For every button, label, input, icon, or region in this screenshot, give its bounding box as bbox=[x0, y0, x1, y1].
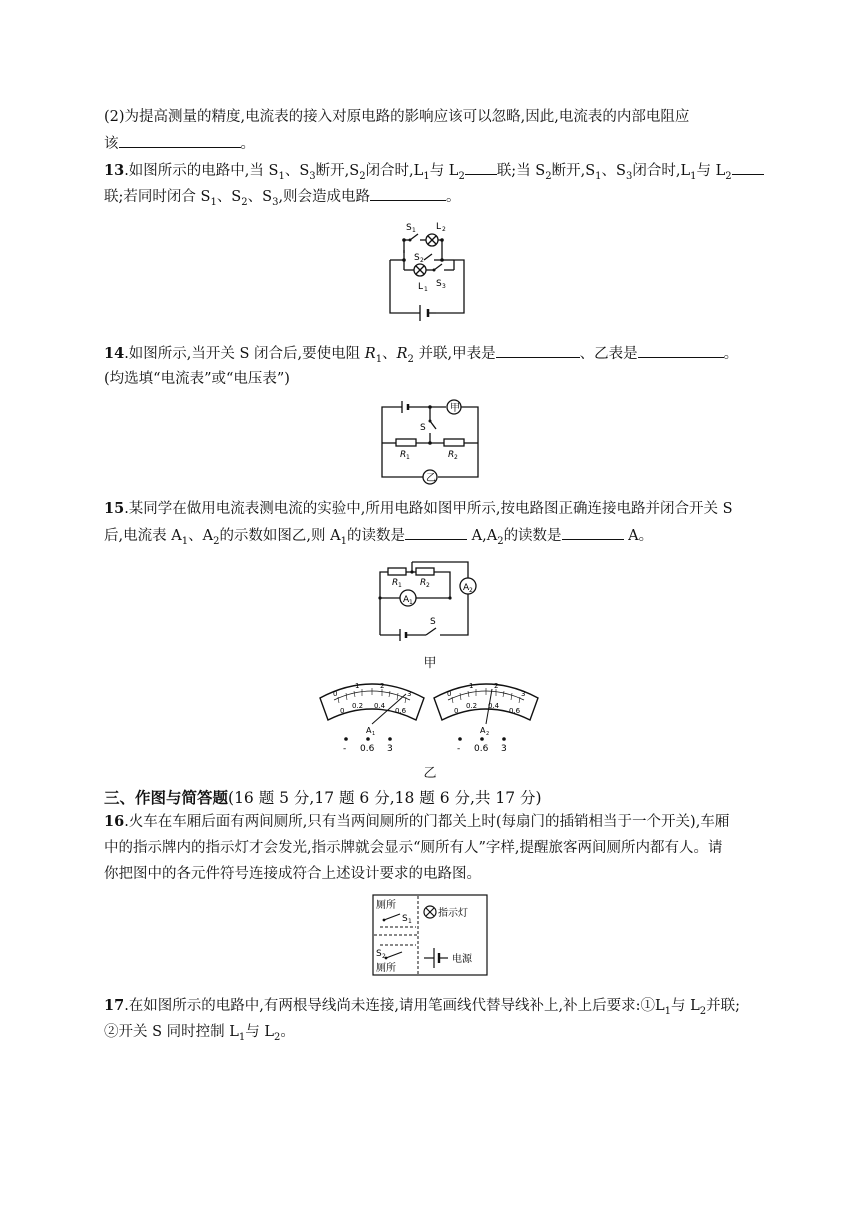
q17-line2: ②开关 S 同时控制 $L_1$与 $L_2$。 bbox=[104, 1024, 295, 1043]
meter-name-a2: A bbox=[480, 726, 486, 735]
label-l1: L bbox=[418, 282, 424, 292]
meter-yi-label: 乙 bbox=[426, 473, 436, 484]
scale-top-0: 0 bbox=[333, 690, 338, 698]
terminal-0-6: 0.6 bbox=[474, 744, 489, 754]
sub-2: 2 bbox=[442, 226, 446, 233]
scale-bottom-2: 0.4 bbox=[374, 702, 386, 710]
label-r2: R bbox=[420, 578, 427, 588]
scale-top-1: 1 bbox=[469, 682, 474, 690]
scale-top-0: 0 bbox=[447, 690, 452, 698]
scale-top-3: 3 bbox=[521, 690, 526, 698]
ammeter-a2-symbol: A bbox=[463, 583, 470, 593]
caption-yi: 乙 bbox=[423, 766, 437, 781]
q13-line1: 13.如图所示的电路中,当 $S_1$、$S_3$断开$,S_2$闭合时$,L_1$与 $L_2$ 联;当 $S_2$断开$,S_1$、$S_3$闭合时$,L_1$与 $L_2$ bbox=[104, 160, 764, 187]
q16-line1: 16.火车在车厢后面有两间厕所,只有当两间厕所的门都关上时(每扇门的插销相当于一个开关),车厢 bbox=[104, 813, 730, 830]
indicator-lamp-label: 指示灯 bbox=[438, 908, 468, 919]
sub-r2: 2 bbox=[454, 454, 458, 461]
sub-a1: 1 bbox=[409, 599, 413, 606]
scale-top-1: 1 bbox=[355, 682, 360, 690]
scale-bottom-1: 0.2 bbox=[352, 702, 364, 710]
sub-r1: 1 bbox=[406, 454, 410, 461]
q15-ammeter-dials bbox=[316, 676, 544, 758]
sub-r2: 2 bbox=[426, 582, 430, 589]
sub-2: 2 bbox=[382, 953, 386, 960]
q15-line1: 15.某同学在做用电流表测电流的实验中,所用电路如图甲所示,按电路图正确连接电路并闭合开关 S bbox=[104, 500, 733, 517]
ammeter-a1-dial bbox=[320, 682, 424, 754]
sub-r1: 1 bbox=[398, 582, 402, 589]
q13-circuit-diagram bbox=[374, 215, 474, 327]
label-s: S bbox=[430, 617, 436, 627]
power-source-label: 电源 bbox=[452, 954, 472, 965]
scale-bottom-0: 0 bbox=[454, 707, 459, 715]
label-s3: S bbox=[436, 279, 442, 289]
toilet-label-2: 厕所 bbox=[376, 963, 396, 974]
scale-bottom-1: 0.2 bbox=[466, 702, 478, 710]
meter-jia-label: 甲 bbox=[450, 403, 460, 414]
sub-1: 1 bbox=[412, 227, 416, 234]
answer-blank[interactable] bbox=[119, 133, 241, 148]
scale-bottom-3: 0.6 bbox=[509, 707, 521, 715]
terminal-3: 3 bbox=[501, 744, 507, 754]
label-l2: L bbox=[436, 222, 442, 232]
sub-2b: 2 bbox=[420, 257, 424, 264]
terminal-0-6: 0.6 bbox=[360, 744, 375, 754]
q13-line2: 联;若同时闭合 $S_1$、$S_2$、$S_3$,则会造成电路 。 bbox=[104, 186, 461, 213]
q17-line1: 17.在如图所示的电路中,有两根导线尚未连接,请用笔画线代替导线补上,补上后要求$:①L_1$与 $L_2$并联; bbox=[104, 997, 741, 1017]
q15-circuit-diagram bbox=[370, 560, 490, 644]
sub-1b: 1 bbox=[424, 286, 428, 293]
answer-blank[interactable] bbox=[732, 160, 764, 175]
answer-blank[interactable] bbox=[465, 160, 497, 175]
scale-bottom-3: 0.6 bbox=[395, 707, 407, 715]
switch-s1-label: S bbox=[402, 914, 408, 924]
toilet-label-1: 厕所 bbox=[376, 900, 396, 911]
ammeter-a2-dial bbox=[434, 682, 538, 754]
q16-line2: 中的指示牌内的指示灯才会发光,指示牌就会显示“厕所有人”字样,提醒旅客两间厕所内都有人。请 bbox=[104, 840, 723, 856]
meter-name-sub: 1 bbox=[372, 731, 376, 737]
meter-name-a1: A bbox=[366, 726, 372, 735]
label-s2: S bbox=[414, 253, 420, 263]
section-3-heading: 三、作图与简答题(16 题 5 分,17 题 6 分,18 题 6 分,共 17 分) bbox=[104, 788, 542, 807]
q12-part2-line2: 该 。 bbox=[104, 133, 255, 154]
sub-3: 3 bbox=[442, 283, 446, 290]
caption-jia: 甲 bbox=[423, 656, 437, 671]
scale-top-2: 2 bbox=[494, 682, 499, 690]
sub-1: 1 bbox=[408, 918, 412, 925]
sub-a2: 2 bbox=[469, 587, 473, 594]
scale-top-2: 2 bbox=[380, 682, 385, 690]
answer-blank[interactable] bbox=[562, 525, 624, 540]
label-s: S bbox=[420, 423, 426, 433]
answer-blank[interactable] bbox=[405, 525, 467, 540]
q12-part2-line1: (2)为提高测量的精度,电流表的接入对原电路的影响应该可以忽略,因此,电流表的内部电阻应 bbox=[104, 109, 690, 125]
label-s1: S bbox=[406, 223, 412, 233]
meter-name-sub: 2 bbox=[486, 731, 490, 737]
label-r1: R bbox=[400, 450, 407, 460]
q14-line1: 14.如图所示,当开关 S 闭合后,要使电阻 $R_1$、$R_2$ 并联,甲表是 、乙表是 。 bbox=[104, 345, 739, 365]
switch-s2-label: S bbox=[376, 949, 382, 959]
q16-line3: 你把图中的各元件符号连接成符合上述设计要求的电路图。 bbox=[104, 866, 481, 882]
terminal-neg: - bbox=[343, 744, 347, 754]
q16-components-diagram bbox=[372, 894, 488, 976]
q14-circuit-diagram bbox=[372, 397, 488, 489]
terminal-neg: - bbox=[457, 744, 461, 754]
q15-line2: 后,电流表 $A_1$、$A_2$的示数如图乙,则 $A_1$的读数是 $A,A_2$的读数是 A。 bbox=[104, 525, 653, 552]
scale-bottom-2: 0.4 bbox=[488, 702, 500, 710]
ammeter-a1-symbol: A bbox=[403, 595, 410, 605]
label-r1: R bbox=[392, 578, 399, 588]
scale-top-3: 3 bbox=[407, 690, 412, 698]
terminal-3: 3 bbox=[387, 744, 393, 754]
label-r2: R bbox=[448, 450, 455, 460]
q14-line2: (均选填“电流表”或“电压表”) bbox=[104, 371, 290, 387]
answer-blank[interactable] bbox=[496, 343, 580, 358]
answer-blank[interactable] bbox=[370, 186, 446, 201]
answer-blank[interactable] bbox=[638, 343, 724, 358]
scale-bottom-0: 0 bbox=[340, 707, 345, 715]
